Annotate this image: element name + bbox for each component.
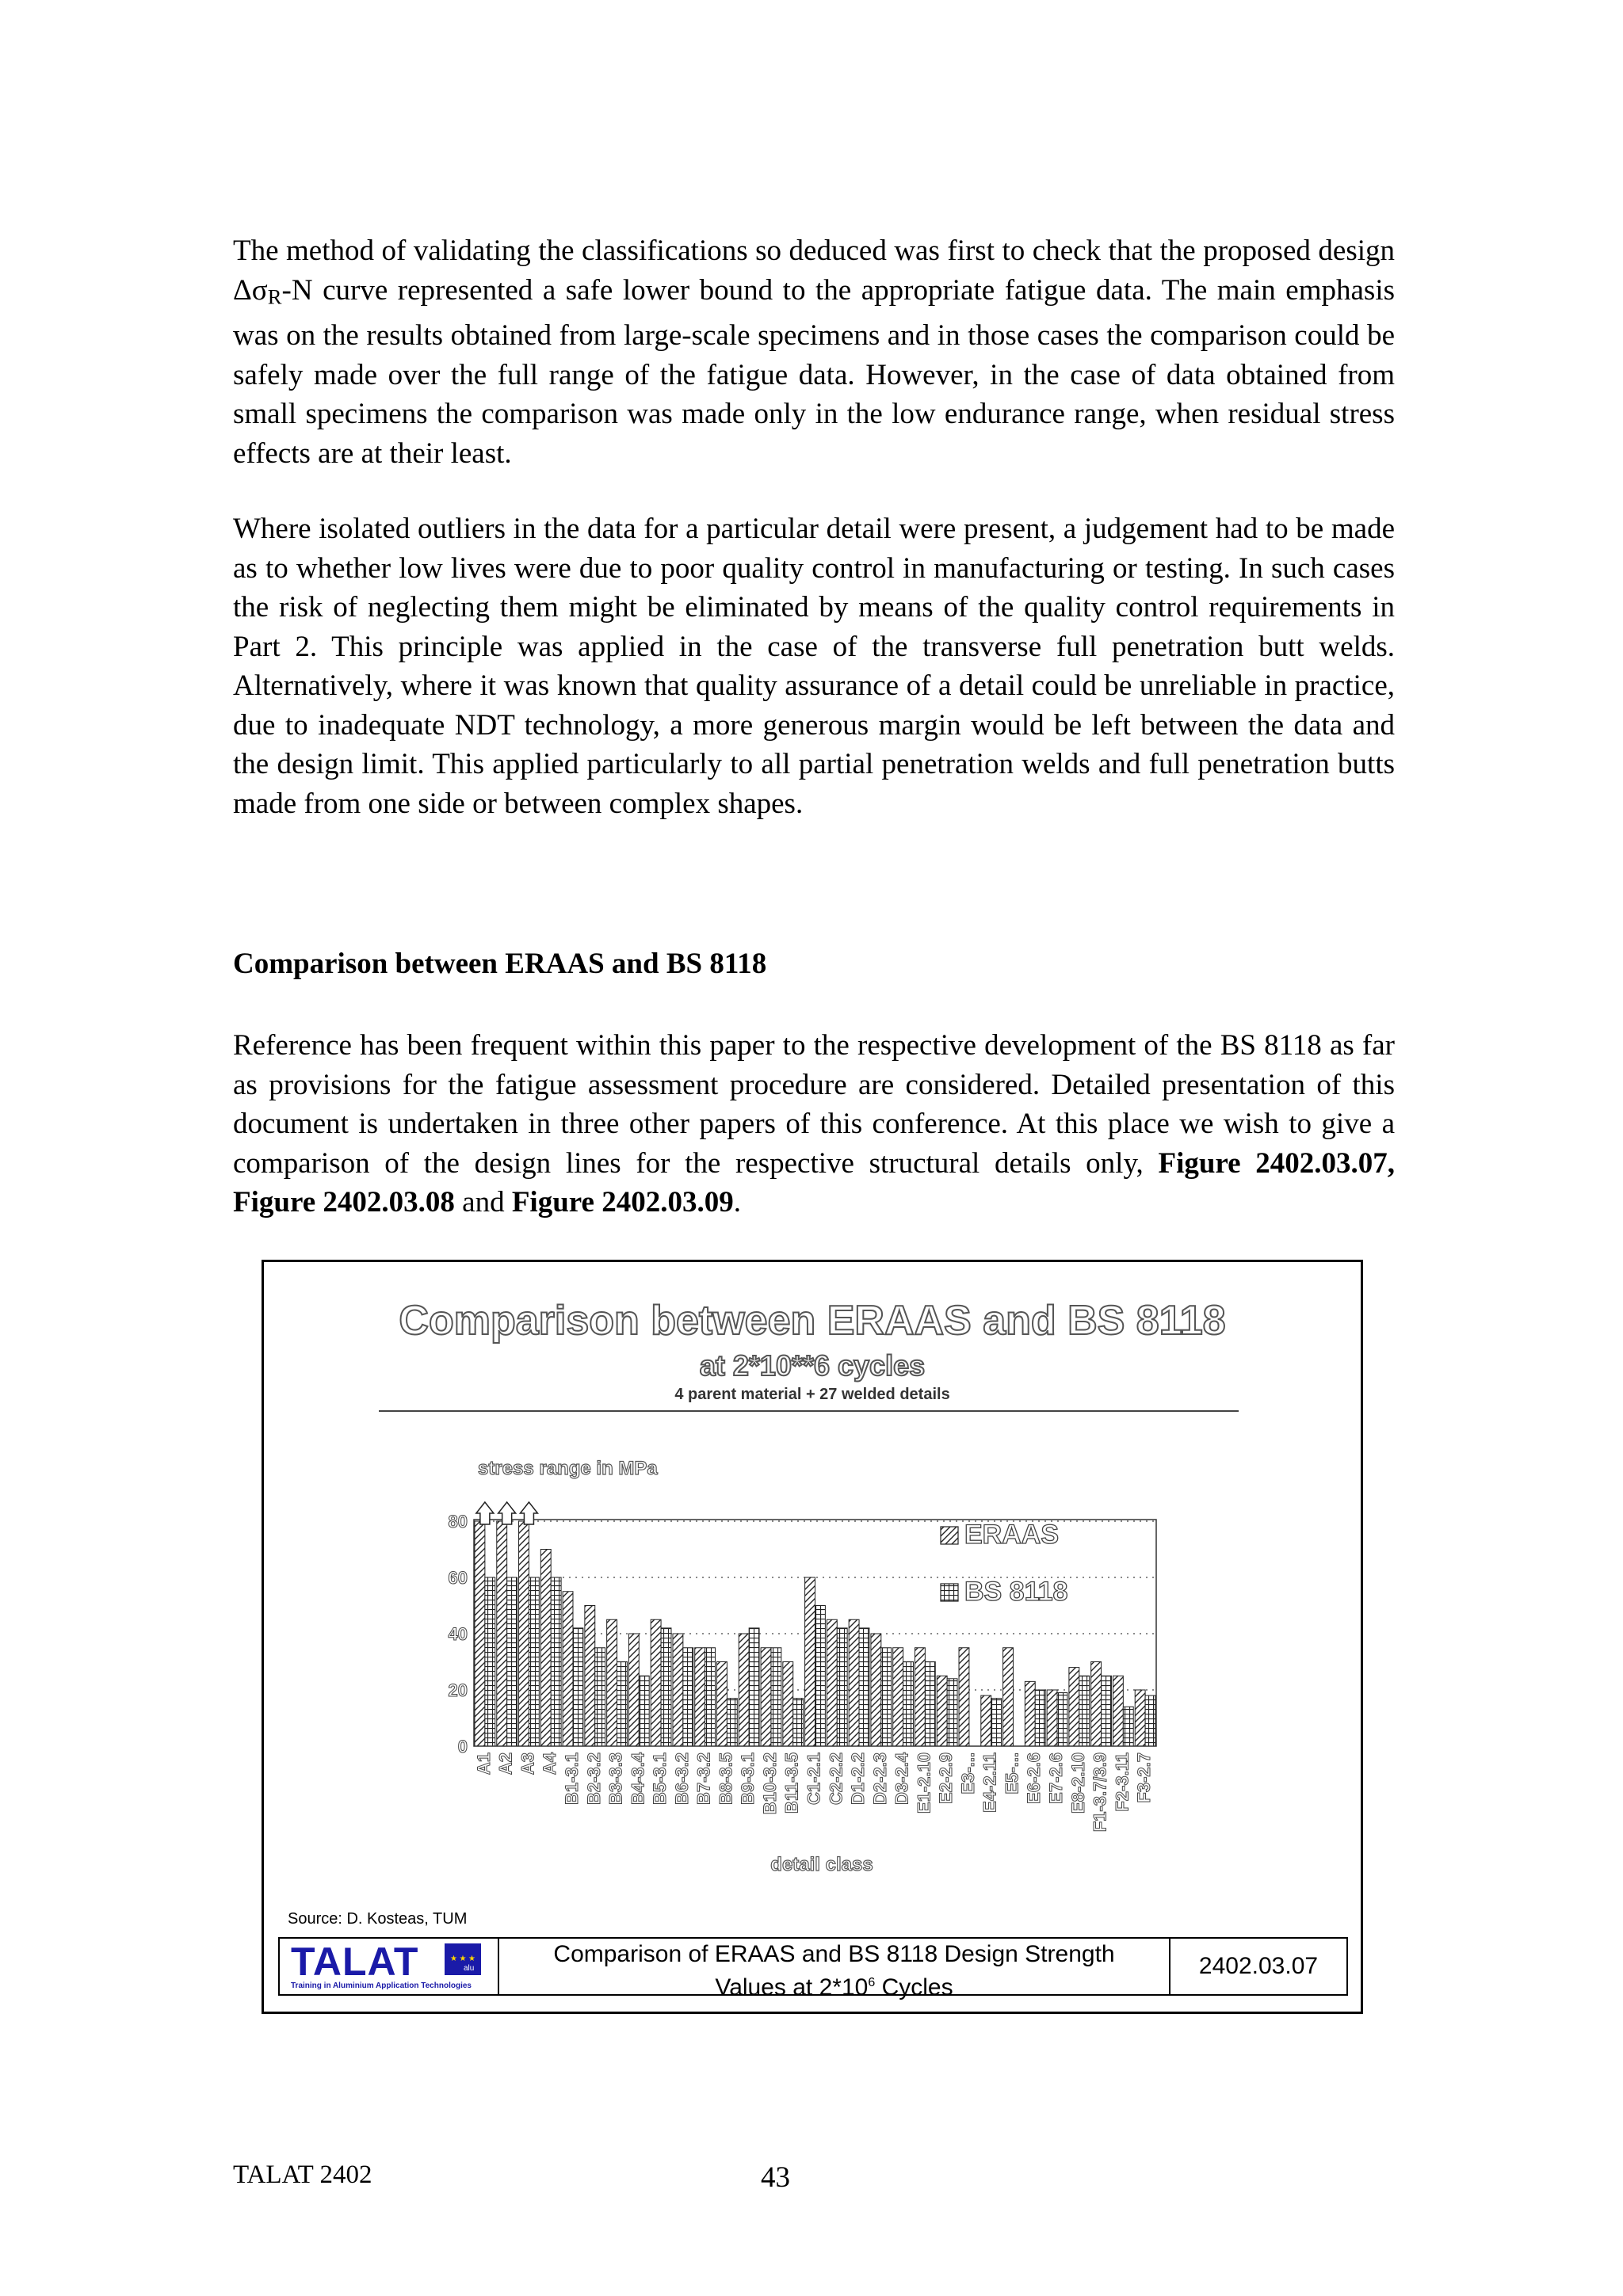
bar-bs8118: [639, 1676, 649, 1746]
x-tick-label: E7-2.6: [1046, 1753, 1067, 1804]
y-tick-label: 20: [448, 1680, 468, 1700]
bar-eraas: [783, 1662, 793, 1747]
y-tick-label: 60: [448, 1568, 468, 1588]
bar-eraas: [1047, 1690, 1057, 1746]
y-axis-label: stress range in MPa: [478, 1458, 658, 1479]
bar-bs8118: [771, 1648, 781, 1746]
bar-eraas: [827, 1619, 837, 1746]
bar-bs8118: [1102, 1676, 1112, 1746]
bar-bs8118: [573, 1628, 583, 1746]
paragraph-validation-method: [233, 231, 1395, 473]
bar-eraas: [607, 1619, 617, 1746]
bar-eraas: [959, 1648, 969, 1746]
x-axis-label: detail class: [770, 1854, 873, 1875]
x-tick-label: B7-3.2: [693, 1753, 714, 1806]
bar-eraas: [1025, 1681, 1035, 1746]
x-tick-label: B1-3.1: [561, 1753, 582, 1806]
x-tick-label: C1-2.1: [804, 1753, 824, 1806]
bar-eraas: [937, 1676, 947, 1746]
y-tick-label: 80: [448, 1512, 468, 1531]
bar-eraas: [1091, 1662, 1102, 1747]
x-tick-label: A3: [517, 1753, 538, 1775]
caption-line-2-end: Cycles: [875, 1974, 953, 2000]
x-tick-label: D1-2.2: [848, 1753, 869, 1806]
x-tick-label: B5-3.1: [650, 1753, 670, 1806]
x-tick-label: E3-...: [957, 1753, 978, 1794]
bar-bs8118: [903, 1662, 914, 1747]
figure-ref-1: Figure 2402.03.07,: [1158, 1146, 1395, 1180]
bar-chart: [264, 1262, 1361, 2012]
caption-line-1: Comparison of ERAAS and BS 8118 Design Strength: [553, 1941, 1115, 1967]
section-heading: Comparison between ERAAS and BS 8118: [233, 948, 767, 980]
x-tick-label: E1-2.10: [914, 1753, 934, 1814]
y-tick-label: 0: [457, 1737, 468, 1756]
bar-bs8118: [507, 1577, 517, 1746]
bar-eraas: [540, 1550, 551, 1747]
bar-bs8118: [1123, 1707, 1133, 1746]
chart-title: Comparison between ERAAS and BS 8118: [399, 1298, 1226, 1344]
chart-subtitle: at 2*10**6 cycles: [699, 1349, 926, 1382]
x-tick-label: B8-3.5: [716, 1753, 736, 1806]
legend-label: BS 8118: [964, 1577, 1068, 1607]
caption-exponent: 6: [868, 1976, 876, 1989]
bars: [475, 1521, 1155, 1746]
page-number: 43: [761, 2161, 790, 2194]
bar-bs8118: [705, 1648, 716, 1746]
bar-eraas: [981, 1695, 991, 1746]
bar-eraas: [1113, 1676, 1123, 1746]
bar-bs8118: [1057, 1693, 1067, 1746]
x-tick-label: B2-3.2: [583, 1753, 604, 1806]
x-tick-label: D2-2.3: [869, 1753, 890, 1806]
legend-swatch: [941, 1584, 958, 1601]
x-tick-label: B3-3.3: [605, 1753, 626, 1806]
figure-ref-3: Figure 2402.03.09: [511, 1186, 734, 1219]
talat-logo: [280, 1939, 499, 1994]
bar-eraas: [893, 1648, 903, 1746]
bar-bs8118: [727, 1699, 737, 1746]
x-tick-label: E6-2.6: [1024, 1753, 1044, 1804]
x-tick-label: A1: [473, 1753, 494, 1775]
x-tick-label: B11-3.5: [781, 1753, 802, 1814]
caption-line-2: [499, 1969, 1169, 2002]
bar-eraas: [915, 1648, 925, 1746]
bar-bs8118: [529, 1577, 539, 1746]
talat-logo-text: TALAT: [291, 1939, 419, 1984]
x-tick-label: C2-2.2: [826, 1753, 846, 1806]
bar-eraas: [871, 1634, 881, 1746]
legend-label: ERAAS: [964, 1520, 1060, 1550]
bar-eraas: [1003, 1648, 1014, 1746]
x-tick-label: A4: [540, 1753, 560, 1775]
talat-logo-subtitle: Training in Aluminium Application Technologies: [291, 1981, 472, 1990]
bar-bs8118: [947, 1679, 957, 1746]
bar-bs8118: [1035, 1690, 1045, 1746]
bar-eraas: [585, 1606, 595, 1747]
paragraph-validation-text-a: The method of validating the classifications so deduced was first to check that the proposed design Δσ: [233, 235, 1395, 307]
bar-eraas: [497, 1521, 507, 1746]
bar-bs8118: [485, 1577, 495, 1746]
bar-bs8118: [595, 1648, 605, 1746]
x-tick-label: B9-3.1: [738, 1753, 758, 1806]
bar-bs8118: [881, 1648, 892, 1746]
bar-eraas: [695, 1648, 705, 1746]
x-tick-label: B10-3.2: [759, 1753, 780, 1815]
bar-bs8118: [837, 1628, 847, 1746]
x-tick-label: B4-3.4: [628, 1753, 648, 1806]
bar-eraas: [475, 1521, 485, 1746]
talat-logo-badge: alu: [464, 1964, 475, 1973]
legend-swatch: [941, 1527, 958, 1544]
paragraph-validation-text-b: -N curve represented a safe lower bound to the appropriate fatigue data. The main emphasis was on the results obtained from large-scale specimens and in those cases the comparison could be safely made over the full range of the fatigue data. However, in the case of data obtained from small specimens the comparison was made only in the low endurance range, when residual stress effects are at their least.: [233, 273, 1395, 470]
bar-eraas: [673, 1634, 683, 1746]
bar-bs8118: [1145, 1695, 1155, 1746]
caption-line-2-text: Values at 2*10: [715, 1974, 869, 2000]
bar-eraas: [563, 1592, 573, 1746]
period-text: .: [733, 1186, 741, 1219]
bar-bs8118: [661, 1628, 671, 1746]
bar-bs8118: [749, 1628, 759, 1746]
bar-eraas: [651, 1619, 661, 1746]
sigma-subscript: R: [267, 284, 282, 308]
bar-bs8118: [859, 1628, 869, 1746]
x-tick-label: B6-3.2: [671, 1753, 692, 1806]
overflow-arrows: [476, 1502, 538, 1524]
x-tick-label: F2-3.11: [1112, 1753, 1132, 1812]
x-tick-label: F3-2.7: [1134, 1753, 1155, 1803]
bar-eraas: [849, 1619, 859, 1746]
bar-eraas: [717, 1662, 727, 1747]
bar-bs8118: [683, 1648, 693, 1746]
x-tick-label: E2-2.9: [936, 1753, 957, 1804]
bar-bs8118: [551, 1577, 561, 1746]
figure-caption: [499, 1939, 1170, 2000]
bar-bs8118: [991, 1699, 1002, 1746]
legend: [941, 1520, 1067, 1607]
chart-subtitle-details: 4 parent material + 27 welded details: [674, 1386, 950, 1403]
bar-eraas: [1069, 1668, 1079, 1746]
x-tick-label: F1-3.7/3.9: [1090, 1753, 1110, 1833]
x-tick-label: E4-2.11: [980, 1753, 1000, 1813]
eu-flag-icon: ★ ★ ★: [445, 1943, 481, 1975]
figure-ref-2: Figure 2402.03.08: [233, 1186, 455, 1219]
x-tick-label: D3-2.4: [892, 1753, 912, 1806]
bar-eraas: [519, 1521, 529, 1746]
document-id: TALAT 2402: [233, 2161, 372, 2189]
bar-bs8118: [793, 1699, 804, 1746]
bar-bs8118: [925, 1662, 935, 1747]
paragraph-comparison: [233, 1026, 1395, 1222]
x-tick-label: E8-2.10: [1067, 1753, 1088, 1814]
bar-eraas: [628, 1634, 639, 1746]
paragraph-outliers: Where isolated outliers in the data for a particular detail were present, a judgement had to be made as to whether low lives were due to poor quality control in manufacturing or testing. In such cases the risk of neglecting them might be eliminated by means of the quality control requirements in Part 2. This principle was applied in the case of the transverse full penetration butt welds. Alternatively, where it was known that quality assurance of a detail could be unreliable in practice, due to inadequate NDT technology, a more generous margin would be left between the data and the design limit. This applied particularly to all partial penetration welds and full penetration butts made from one side or between complex shapes.: [233, 513, 1395, 820]
figure-source: Source: D. Kosteas, TUM: [288, 1910, 468, 1928]
bar-eraas: [1135, 1690, 1145, 1746]
bar-eraas: [761, 1648, 771, 1746]
x-tick-label: E5-...: [1002, 1753, 1022, 1794]
y-tick-label: 40: [448, 1624, 468, 1644]
paragraph-comparison-text: Reference has been frequent within this paper to the respective development of the BS 8118 as far as provisions for the fatigue assessment procedure are considered. Detailed presentation of this document is undertaken in three other papers of this conference. At this place we wish to give a comparison of the design lines for the respective structural details only,: [233, 1029, 1395, 1180]
bar-eraas: [805, 1577, 815, 1746]
x-tick-label: A2: [495, 1753, 516, 1775]
and-text: and: [454, 1186, 512, 1219]
bar-bs8118: [815, 1606, 826, 1747]
figure-number: 2402.03.07: [1198, 1953, 1319, 1979]
bar-bs8118: [617, 1662, 628, 1747]
bar-eraas: [739, 1634, 749, 1746]
figure-frame: [262, 1260, 1363, 2014]
bar-bs8118: [1079, 1676, 1090, 1746]
figure-footer: [278, 1937, 1348, 2000]
